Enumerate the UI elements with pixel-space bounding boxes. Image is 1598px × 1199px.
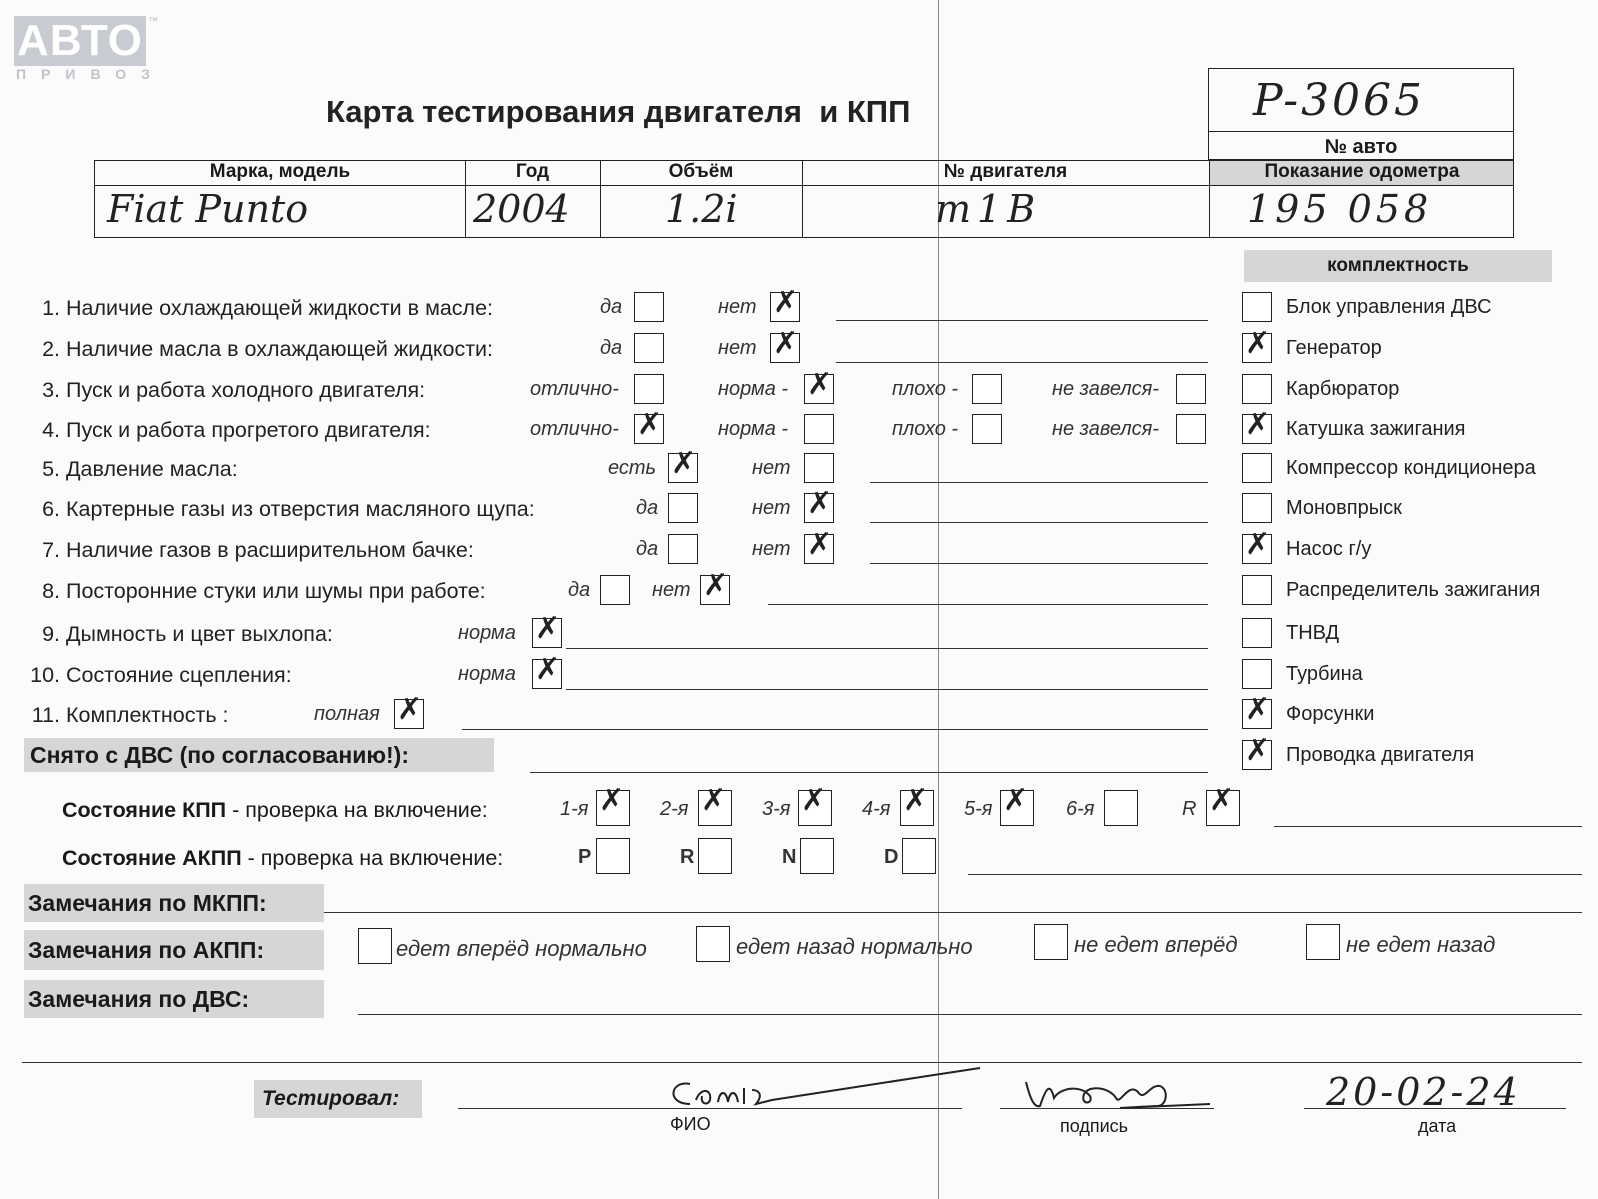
question-8: 8. Посторонние стуки или шумы при работе: [42,579,486,603]
removed-label: Снято с ДВС (по согласованию!): [24,738,494,772]
q4-excellent-checkbox[interactable]: ✗ [634,414,664,444]
kit-label-ecu: Блок управления ДВС [1286,296,1492,318]
question-11: 11. Комплектность : [31,703,229,727]
gear-4-checkbox[interactable]: ✗ [900,790,934,826]
q2-opt-yes-label: да [600,337,623,359]
akpp-no-backward-checkbox[interactable] [1306,924,1340,960]
q9-normal-checkbox[interactable]: ✗ [532,618,562,648]
gear-r-label: R [1182,798,1197,820]
akpp-forward-ok-label: едет вперёд нормально [396,936,647,961]
q1-opt-yes-label: да [600,296,623,318]
auto-number-label: № авто [1209,131,1513,159]
kit-checkbox-ac-compressor[interactable] [1242,453,1272,483]
akpp-backward-ok-checkbox[interactable] [696,926,730,962]
q7-opt-yes-label: да [636,538,659,560]
akpp-no-forward-label: не едет вперёд [1074,932,1238,957]
q4-opt-normal-label: норма - [718,418,789,440]
value-odometer: 195 058 [1247,187,1433,231]
signature-label: подпись [1060,1116,1129,1136]
q5-no-checkbox[interactable] [804,453,834,483]
tested-label: Тестировал: [254,1080,422,1118]
kit-label-ac-compressor: Компрессор кондиционера [1286,457,1536,479]
q4-nostart-checkbox[interactable] [1176,414,1206,444]
kit-label-injectors: Форсунки [1286,703,1375,725]
logo [14,16,164,84]
gear-3-label: 3-я [762,798,791,820]
col-odometer: Показание одометра [1264,161,1460,182]
kit-label-tnvd: ТНВД [1286,622,1340,644]
gear-4-label: 4-я [862,798,891,820]
auto-number-value: P-3065 [1253,75,1426,126]
kit-label-turbine: Турбина [1286,663,1363,685]
q1-yes-checkbox[interactable] [634,292,664,322]
q4-opt-bad-label: плохо - [892,418,959,440]
gear-1-checkbox[interactable]: ✗ [596,790,630,826]
removed-line [530,772,1208,773]
question-4: 4. Пуск и работа прогретого двигателя: [42,418,431,442]
question-5: 5. Давление масла: [42,457,238,481]
q3-opt-nostart-label: не завелся- [1052,378,1159,400]
q3-opt-excellent-label: отлично- [530,378,619,400]
kit-label-power-steering-pump: Насос г/у [1286,538,1372,560]
kit-checkbox-wiring[interactable]: ✗ [1242,740,1272,770]
akpp-n-label: N [782,846,797,868]
q7-opt-no-label: нет [752,538,791,560]
gear-5-label: 5-я [964,798,993,820]
gear-1-label: 1-я [560,798,589,820]
logo-tm: ™ [148,16,158,27]
q7-no-checkbox[interactable]: ✗ [804,534,834,564]
q1-no-checkbox[interactable]: ✗ [770,292,800,322]
q3-excellent-checkbox[interactable] [634,374,664,404]
q6-line [870,522,1208,523]
gear-2-label: 2-я [660,798,689,820]
gear-2-checkbox[interactable]: ✗ [698,790,732,826]
kit-label-generator: Генератор [1286,337,1382,359]
q10-line [566,689,1208,690]
q5-yes-checkbox[interactable]: ✗ [668,453,698,483]
kit-checkbox-turbine[interactable] [1242,659,1272,689]
value-volume: 1.2i [665,187,738,231]
q1-opt-no-label: нет [718,296,757,318]
gear-6-checkbox[interactable] [1104,790,1138,826]
q8-yes-checkbox[interactable] [600,575,630,605]
q2-opt-no-label: нет [718,337,757,359]
q1-line [836,320,1208,321]
kit-label-carburetor: Карбюратор [1286,378,1400,400]
q11-opt-full-label: полная [314,703,380,725]
q4-opt-nostart-label: не завелся- [1052,418,1159,440]
akpp-r-label: R [680,846,695,868]
akpp-no-forward-checkbox[interactable] [1034,924,1068,960]
q6-no-checkbox[interactable]: ✗ [804,493,834,523]
akpp-forward-ok-checkbox[interactable] [358,928,392,964]
kit-checkbox-injectors[interactable]: ✗ [1242,699,1272,729]
kit-checkbox-tnvd[interactable] [1242,618,1272,648]
kit-label-mono-injection: Моновпрыск [1286,497,1402,519]
q9-line [566,648,1208,649]
q3-opt-normal-label: норма - [718,378,789,400]
gear-3-checkbox[interactable]: ✗ [798,790,832,826]
q2-no-checkbox[interactable]: ✗ [770,333,800,363]
q5-opt-no-label: нет [752,457,791,479]
question-7: 7. Наличие газов в расширительном бачке: [42,538,474,562]
akpp-no-backward-label: не едет назад [1346,932,1496,957]
akpp-n-checkbox[interactable] [800,838,834,874]
q7-line [870,563,1208,564]
value-year: 2004 [473,187,570,231]
col-volume: Объём [668,161,734,182]
akpp-r-checkbox[interactable] [698,838,732,874]
q3-bad-checkbox[interactable] [972,374,1002,404]
q5-opt-yes-label: есть [608,457,657,479]
remarks-dvs-line-1 [358,1014,1582,1015]
question-2: 2. Наличие масла в охлаждающей жидкости: [42,337,494,361]
q8-opt-no-label: нет [652,579,691,601]
q11-line [462,729,1208,730]
logo-subtext: ПРИВОЗ [16,66,165,82]
akpp-d-checkbox[interactable] [902,838,936,874]
q8-no-checkbox[interactable]: ✗ [700,575,730,605]
akpp-line [968,874,1582,875]
question-1: 1. Наличие охлаждающей жидкости в масле: [42,296,494,320]
remarks-mkpp-line [324,912,1582,913]
q10-normal-checkbox[interactable]: ✗ [532,659,562,689]
q2-line [836,362,1208,363]
question-3: 3. Пуск и работа холодного двигателя: [42,378,426,402]
date-value: 20-02-24 [1326,1070,1521,1114]
kit-header: комплектность [1244,250,1552,282]
vehicle-table [94,160,1514,238]
q6-yes-checkbox[interactable] [668,493,698,523]
kit-checkbox-distributor[interactable] [1242,575,1272,605]
q4-normal-checkbox[interactable] [804,414,834,444]
q2-yes-checkbox[interactable] [634,333,664,363]
value-engine: m1B [935,187,1042,231]
q8-line [768,604,1208,605]
value-model: Fiat Punto [107,187,309,231]
q3-opt-bad-label: плохо - [892,378,959,400]
kit-checkbox-carburetor[interactable] [1242,374,1272,404]
remarks-mkpp-label: Замечания по МКПП: [24,884,324,922]
q9-opt-normal-label: норма [458,622,516,644]
akpp-p-label: P [578,846,592,868]
fio-label: ФИО [670,1114,711,1134]
q6-opt-yes-label: да [636,497,659,519]
col-model: Марка, модель [209,161,351,182]
kpp-label: Состояние КПП - проверка на включение: [62,798,488,822]
kit-label-wiring: Проводка двигателя [1286,744,1475,766]
gear-6-label: 6-я [1066,798,1095,820]
kit-checkbox-mono-injection[interactable] [1242,493,1272,523]
q3-normal-checkbox[interactable]: ✗ [804,374,834,404]
gear-5-checkbox[interactable]: ✗ [1000,790,1034,826]
q6-opt-no-label: нет [752,497,791,519]
kit-label-distributor: Распределитель зажигания [1286,579,1541,601]
question-6: 6. Картерные газы из отверстия масляного щупа: [42,497,535,521]
q8-opt-yes-label: да [568,579,591,601]
q3-nostart-checkbox[interactable] [1176,374,1206,404]
q4-bad-checkbox[interactable] [972,414,1002,444]
handwritten-signature [1020,1068,1220,1120]
fio-signature [660,1060,990,1120]
kit-label-ignition-coil: Катушка зажигания [1286,418,1466,440]
q4-opt-excellent-label: отлично- [530,418,619,440]
q10-opt-normal-label: норма [458,663,516,685]
col-engine: № двигателя [943,161,1068,182]
akpp-d-label: D [884,846,899,868]
page-title: Карта тестирования двигателя и КПП [326,94,911,129]
kit-checkbox-ecu[interactable] [1242,292,1272,322]
remarks-akpp-label: Замечания по АКПП: [24,930,324,970]
akpp-label: Состояние АКПП - проверка на включение: [62,846,504,870]
logo-text: АВТО [14,16,146,66]
kit-checkbox-power-steering-pump[interactable]: ✗ [1242,534,1272,564]
q5-line [870,482,1208,483]
kit-checkbox-ignition-coil[interactable]: ✗ [1242,414,1272,444]
auto-number-box [1208,68,1514,160]
gear-r-checkbox[interactable]: ✗ [1206,790,1240,826]
question-9: 9. Дымность и цвет выхлопа: [42,622,333,646]
akpp-backward-ok-label: едет назад нормально [736,934,973,959]
col-year: Год [515,161,550,182]
remarks-dvs-label: Замечания по ДВС: [24,980,324,1018]
kpp-line [1274,826,1582,827]
akpp-p-checkbox[interactable] [596,838,630,874]
q11-full-checkbox[interactable]: ✗ [394,699,424,729]
question-10: 10. Состояние сцепления: [30,663,292,687]
date-label: дата [1418,1116,1457,1136]
q7-yes-checkbox[interactable] [668,534,698,564]
kit-checkbox-generator[interactable]: ✗ [1242,333,1272,363]
